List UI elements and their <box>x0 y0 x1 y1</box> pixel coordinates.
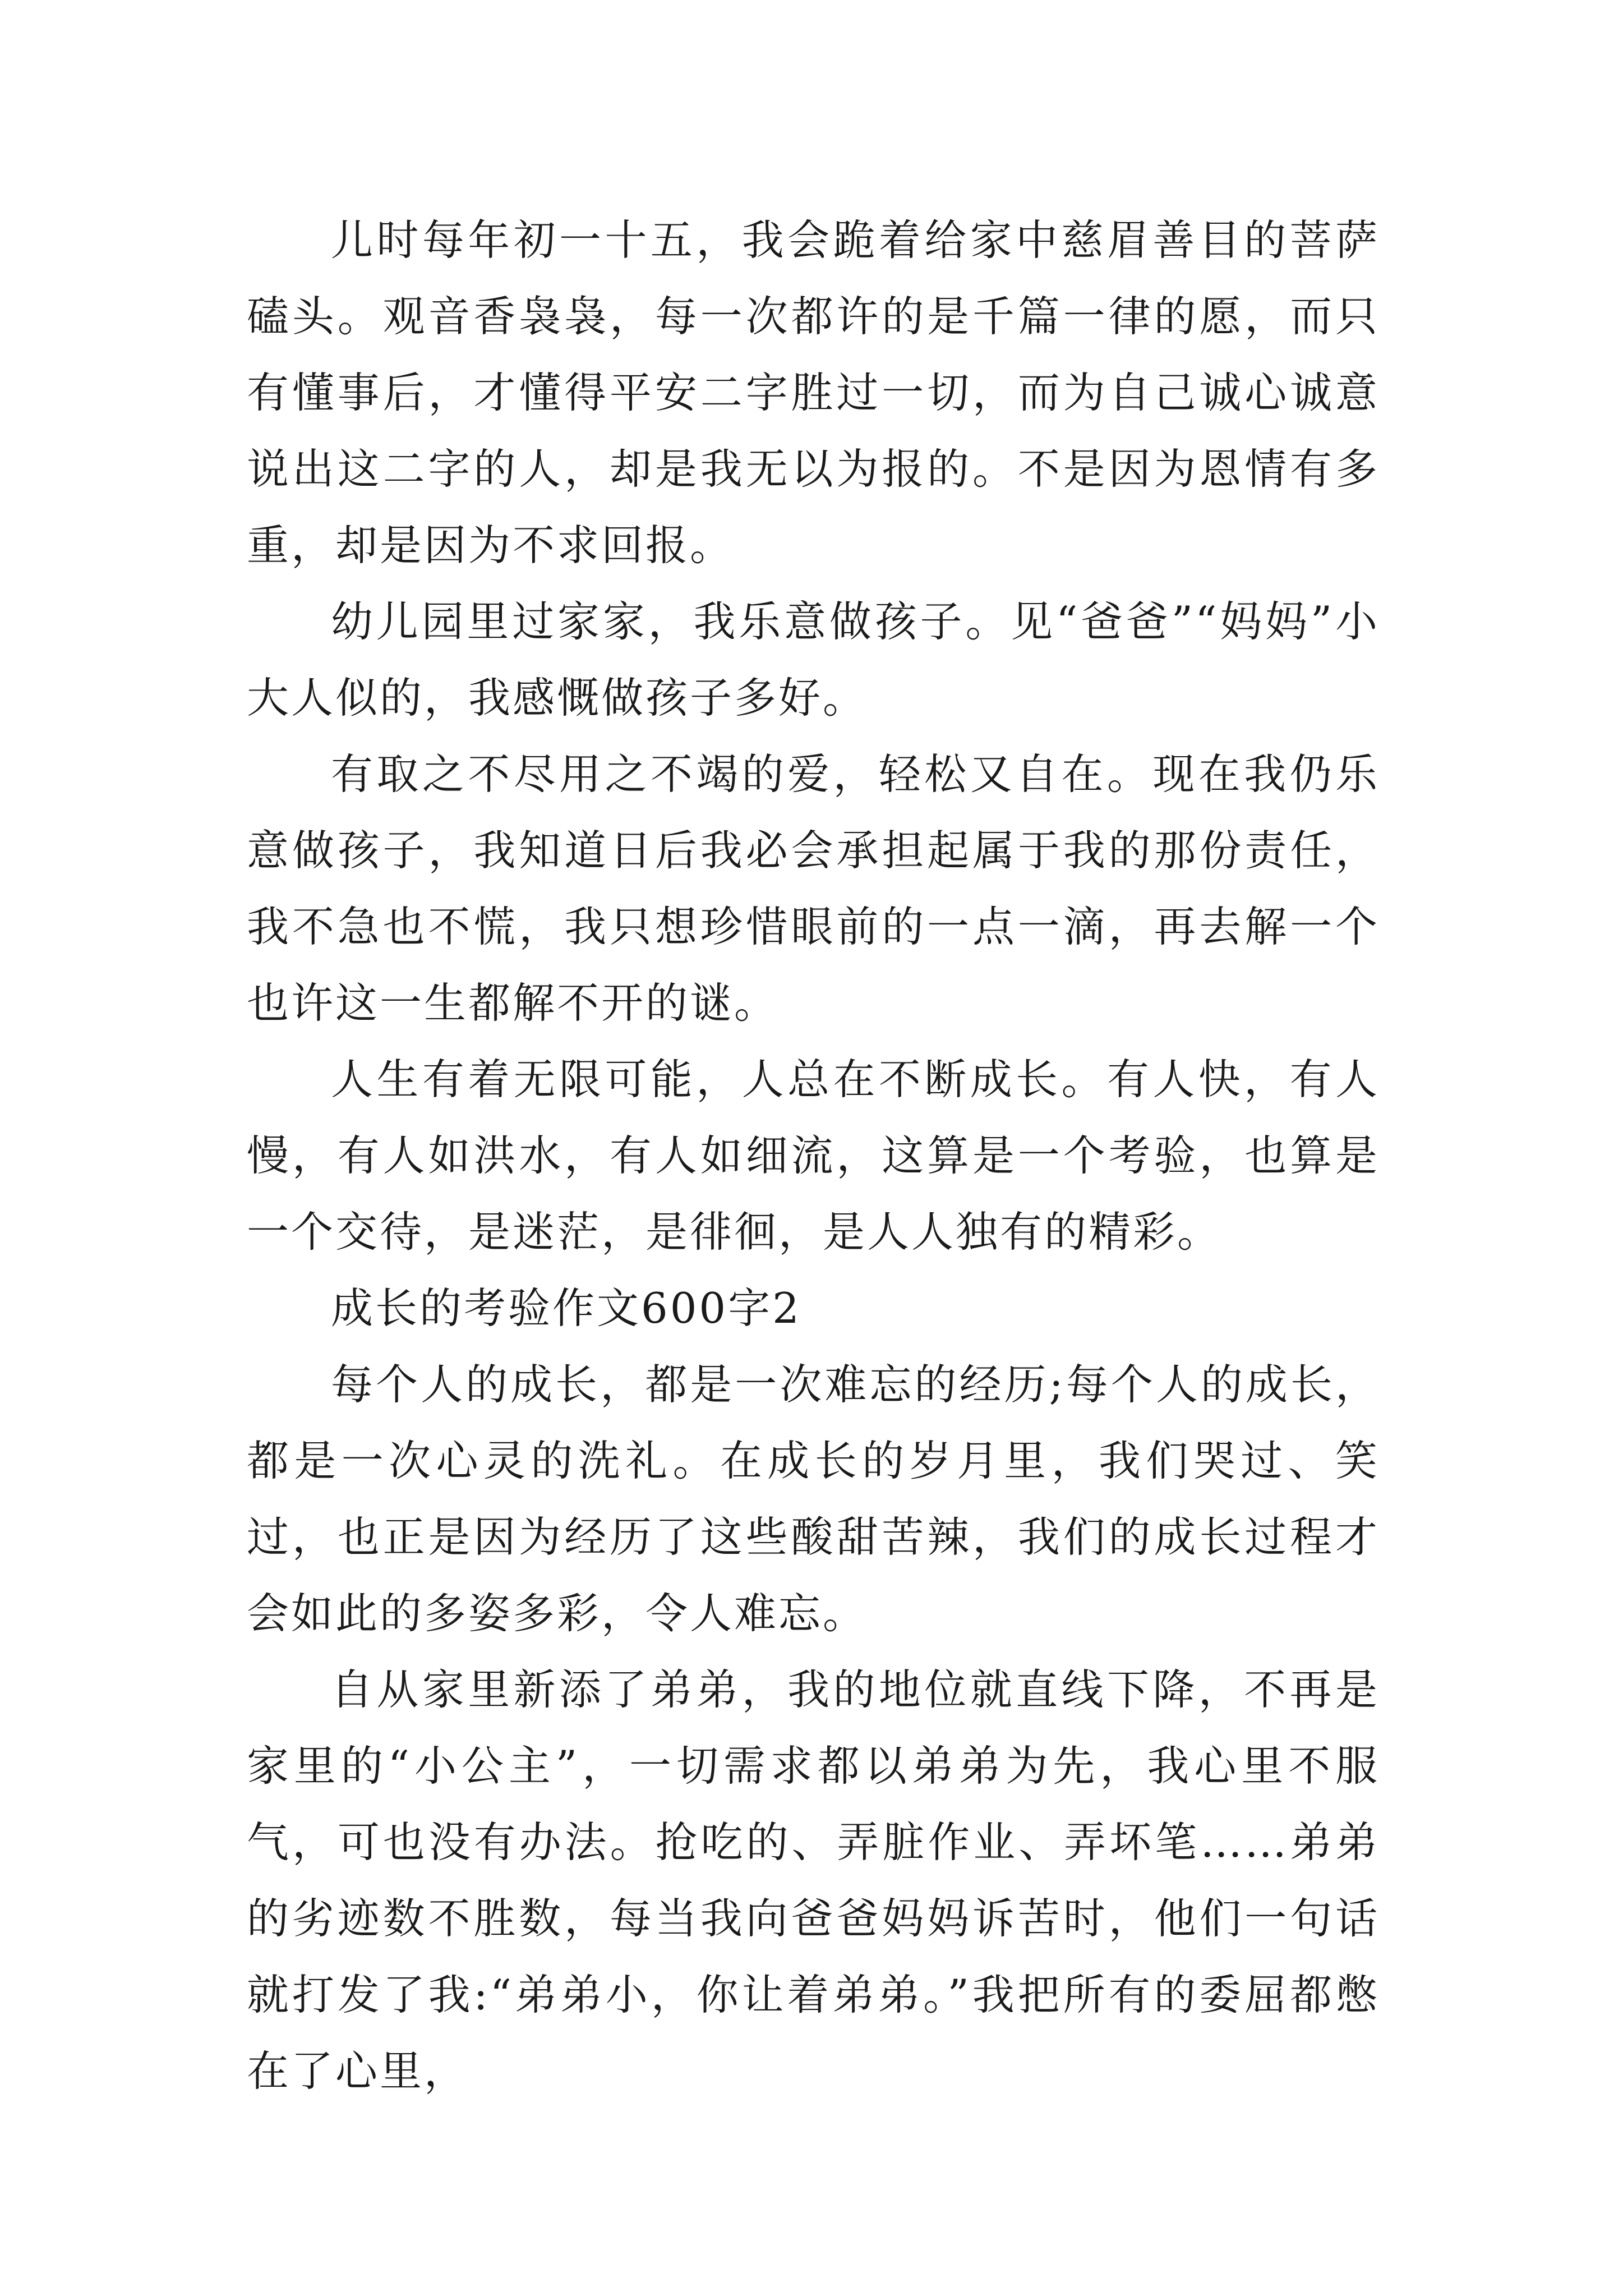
paragraph: 自从家里新添了弟弟，我的地位就直线下降，不再是家里的“小公主”，一切需求都以弟弟为先，我心里不服气，可也没有办法。抢吃的、弄脏作业、弄坏笔……弟弟的劣迹数不胜数，每当我向爸爸妈妈诉苦时，他们一句话就打发了我:“弟弟小，你让着弟弟。”我把所有的委屈都憋在了心里， <box>247 1665 1380 2096</box>
paragraph: 有取之不尽用之不竭的爱，轻松又自在。现在我仍乐意做孩子，我知道日后我必会承担起属于我的那份责任，我不急也不慌，我只想珍惜眼前的一点一滴，再去解一个也许这一生都解不开的谜。 <box>247 749 1380 1028</box>
paragraph: 每个人的成长，都是一次难忘的经历;每个人的成长，都是一次心灵的洗礼。在成长的岁月里，我们哭过、笑过，也正是因为经历了这些酸甜苦辣，我们的成长过程才会如此的多姿多彩，令人难忘。 <box>247 1360 1380 1638</box>
section-title: 成长的考验作文600字2 <box>331 1283 801 1333</box>
document-body <box>247 202 1380 2109</box>
paragraph: 人生有着无限可能，人总在不断成长。有人快，有人慢，有人如洪水，有人如细流，这算是一个考验，也算是一个交待，是迷茫，是徘徊，是人人独有的精彩。 <box>247 1055 1380 1257</box>
paragraph: 幼儿园里过家家，我乐意做孩子。见“爸爸”“妈妈”小大人似的，我感慨做孩子多好。 <box>247 597 1380 723</box>
paragraph: 儿时每年初一十五，我会跪着给家中慈眉善目的菩萨磕头。观音香袅袅，每一次都许的是千篇一律的愿，而只有懂事后，才懂得平安二字胜过一切，而为自己诚心诚意说出这二字的人，却是我无以为报的。不是因为恩情有多重，却是因为不求回报。 <box>247 215 1380 570</box>
